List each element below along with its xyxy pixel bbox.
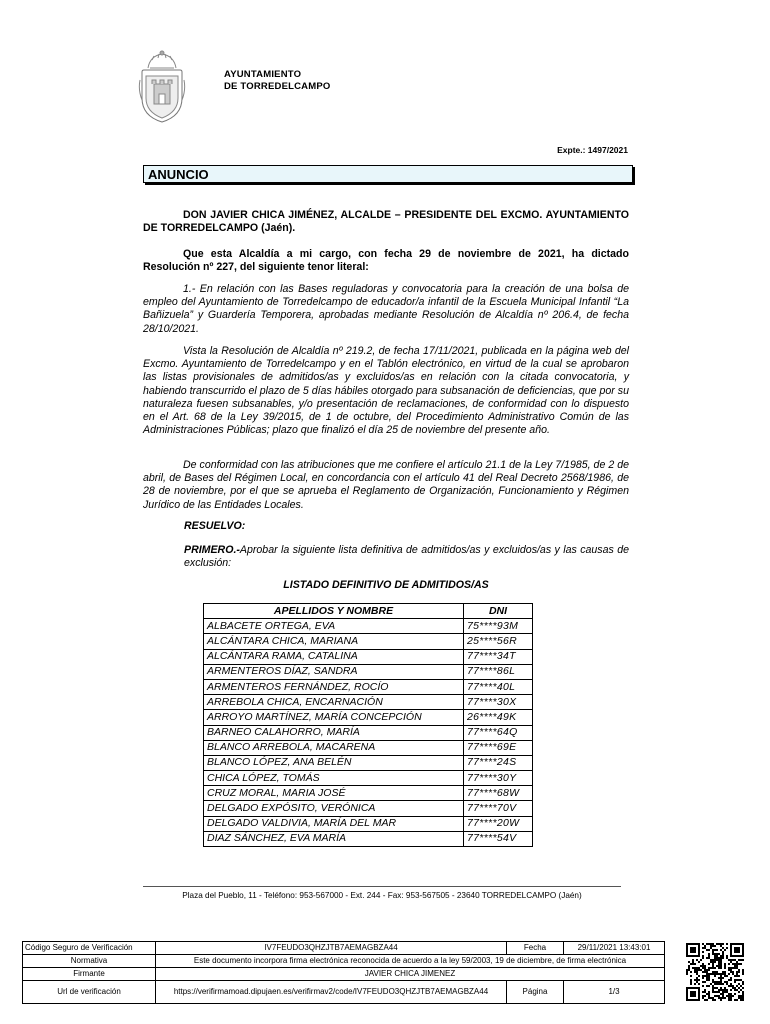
applicant-dni: 77****20W (464, 816, 533, 831)
first-label: PRIMERO.- (184, 544, 240, 556)
verification-table (22, 941, 665, 1004)
applicant-name: ALCÁNTARA CHICA, MARIANA (204, 634, 464, 649)
page-value: 1/3 (564, 981, 665, 1004)
applicant-dni: 77****70V (464, 801, 533, 816)
table-row (204, 619, 533, 634)
url-label: Url de verificación (23, 981, 156, 1004)
header-name: APELLIDOS Y NOMBRE (204, 604, 464, 619)
applicant-name: DELGADO EXPÓSITO, VERÓNICA (204, 801, 464, 816)
paragraph-3: De conformidad con las atribuciones que me confiere el artículo 21.1 de la Ley 7/1985, de 2 de abril, de Bases del Régimen Local, en concordancia con el artículo 41 del Real Decreto 2568/1986, de 28 de noviembre, por el que se aprueba el Reglamento de Organización, Funcionamiento y Régimen Jurídico de las Entidades Locales. (143, 459, 629, 511)
applicant-dni: 77****64Q (464, 725, 533, 740)
table-row (204, 710, 533, 725)
applicant-dni: 77****24S (464, 755, 533, 770)
applicant-dni: 77****30Y (464, 771, 533, 786)
list-title: LISTADO DEFINITIVO DE ADMITIDOS/AS (283, 579, 489, 591)
file-number: Expte.: 1497/2021 (557, 145, 628, 155)
organization-name (224, 69, 330, 93)
coat-of-arms-logo (138, 50, 186, 124)
signer-value: JAVIER CHICA JIMENEZ (156, 968, 665, 981)
applicant-name: ARREBOLA CHICA, ENCARNACIÓN (204, 695, 464, 710)
announcement-title: ANUNCIO (143, 165, 633, 183)
regulation-value: Este documento incorpora firma electrónica reconocida de acuerdo a la ley 59/2003, 19 de diciembre, de firma electrónica (156, 955, 665, 968)
applicant-name: DIAZ SÁNCHEZ, EVA MARÍA (204, 831, 464, 846)
applicant-dni: 75****93M (464, 619, 533, 634)
csv-label: Código Seguro de Verificación (23, 942, 156, 955)
decree-statement: Que esta Alcaldía a mi cargo, con fecha 29 de noviembre de 2021, ha dictado Resolución nº 227, del siguiente tenor literal: (143, 248, 629, 274)
date-label: Fecha (507, 942, 564, 955)
org-line-2: DE TORREDELCAMPO (224, 81, 331, 92)
table-row (204, 679, 533, 694)
table-row (204, 755, 533, 770)
date-value: 29/11/2021 13:43:01 (564, 942, 665, 955)
applicant-dni: 25****56R (464, 634, 533, 649)
applicant-name: ARMENTEROS DÍAZ, SANDRA (204, 664, 464, 679)
applicant-name: ARMENTEROS FERNÁNDEZ, ROCÍO (204, 679, 464, 694)
org-line-1: AYUNTAMIENTO (224, 69, 302, 80)
applicant-dni: 77****40L (464, 679, 533, 694)
table-row (204, 695, 533, 710)
table-row (204, 740, 533, 755)
table-row (204, 816, 533, 831)
applicant-name: ALBACETE ORTEGA, EVA (204, 619, 464, 634)
resolution-heading: RESUELVO: (184, 520, 246, 532)
table-row (204, 634, 533, 649)
applicant-dni: 77****86L (464, 664, 533, 679)
table-row (204, 801, 533, 816)
applicant-dni: 77****34T (464, 649, 533, 664)
table-row (204, 725, 533, 740)
paragraph-2: Vista la Resolución de Alcaldía nº 219.2, de fecha 17/11/2021, publicada en la página web del Excmo. Ayuntamiento de Torredelcampo y en el Tablón electrónico, en virtud de la cual se aprobaron las listas provisionales de admitidos/as y excluidos/as en relación con la citada convocatoria, y habiendo transcurrido el plazo de 5 días hábiles otorgado para subsanación de deficiencias, que por su naturaleza fuesen subsanables, y/o presentación de reclamaciones, de conformidad con lo dispuesto en el Art. 68 de la Ley 39/2015, de 1 de octubre, del Procedimiento Administrativo Común de las Administraciones Públicas; plazo que finalizó el día 25 de noviembre del presente año. (143, 345, 629, 437)
admitted-table (203, 603, 533, 847)
applicant-name: DELGADO VALDIVIA, MARÍA DEL MAR (204, 816, 464, 831)
page-label: Página (507, 981, 564, 1004)
applicant-dni: 77****68W (464, 786, 533, 801)
applicant-name: ARROYO MARTÍNEZ, MARÍA CONCEPCIÓN (204, 710, 464, 725)
table-header-row (204, 604, 533, 619)
applicant-name: CHICA LÓPEZ, TOMÁS (204, 771, 464, 786)
first-text: Aprobar la siguiente lista definitiva de admitidos/as y excluidos/as y las causas de exclusión: (184, 544, 629, 570)
applicant-name: BLANCO LÓPEZ, ANA BELÉN (204, 755, 464, 770)
first-resolution (184, 544, 629, 570)
csv-value: IV7FEUDO3QHZJTB7AEMAGBZA44 (156, 942, 507, 955)
table-row (204, 664, 533, 679)
regulation-label: Normativa (23, 955, 156, 968)
table-row (204, 831, 533, 846)
applicant-dni: 77****30X (464, 695, 533, 710)
applicant-name: CRUZ MORAL, MARIA JOSÉ (204, 786, 464, 801)
table-row (204, 649, 533, 664)
applicant-name: ALCÁNTARA RAMA, CATALINA (204, 649, 464, 664)
footer-divider (143, 886, 621, 887)
applicant-dni: 26****49K (464, 710, 533, 725)
qr-code (686, 943, 744, 1001)
footer-address: Plaza del Pueblo, 11 - Teléfono: 953-567000 - Ext. 244 - Fax: 953-567505 - 23640 TORREDELCAMPO (Jaén) (182, 891, 582, 900)
intro-heading: DON JAVIER CHICA JIMÉNEZ, ALCALDE – PRESIDENTE DEL EXCMO. AYUNTAMIENTO DE TORREDELCAMPO (Jaén). (143, 209, 629, 235)
applicant-dni: 77****69E (464, 740, 533, 755)
paragraph-1: 1.- En relación con las Bases reguladoras y convocatoria para la creación de una bolsa de empleo del Ayuntamiento de Torredelcampo de educador/a infantil de la Escuela Municipal Infantil “La Bañizuela” y Guardería Temporera, aprobadas mediante Resolución de Alcaldía nº 206.4, de fecha 28/10/2021. (143, 283, 629, 335)
table-row (204, 771, 533, 786)
table-row (204, 786, 533, 801)
header-dni: DNI (464, 604, 533, 619)
applicant-name: BLANCO ARREBOLA, MACARENA (204, 740, 464, 755)
verification-url[interactable]: https://verifirmamoad.dipujaen.es/verifirmav2/code/IV7FEUDO3QHZJTB7AEMAGBZA44 (156, 981, 507, 1004)
signer-label: Firmante (23, 968, 156, 981)
applicant-name: BARNEO CALAHORRO, MARÍA (204, 725, 464, 740)
applicant-dni: 77****54V (464, 831, 533, 846)
